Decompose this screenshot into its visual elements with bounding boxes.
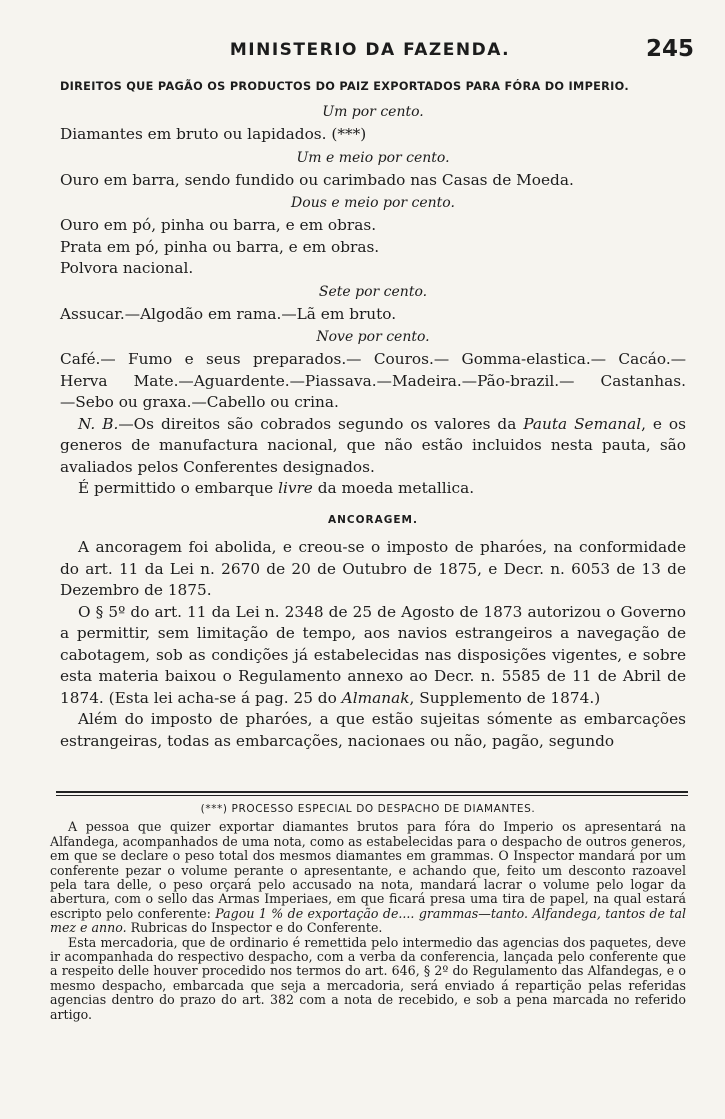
p2-text: O § 5º do art. 11 da Lei n. 2348 de 25 de Agosto de 1873 autorizou o Governo a permittir, sem limitação de tempo, aos navios estrangeiros a navegação de cabotagem, sob as condições já estabelecidas nas disposições vigentes, e sobre esta materia baixou o Regulamento annexo ao Decr. n. 5585 de 11 de Abril de 1874. (Esta lei acha-se á pag. 25 do <box>60 602 686 707</box>
footnote-paragraph-1 <box>50 820 686 935</box>
rate-heading: Um e meio por cento. <box>296 149 450 166</box>
footnote-rule <box>56 791 688 793</box>
rate-heading: Nove por cento. <box>316 329 430 345</box>
nb-text-end: , e os generos de manufactura nacional, que não estão incluidos nesta pauta, são avaliados pelos Conferentes designados. <box>60 414 686 476</box>
free-italic: livre <box>278 479 313 497</box>
nb-pauta: Pauta Semanal <box>523 414 642 433</box>
ancoragem-paragraph-1: A ancoragem foi abolida, e creou-se o imposto de pharóes, na conformidade do art. 11 da Lei n. 2670 de 20 de Outubro de 1875, e Decr. n. 6053 de 13 de Dezembro de 1875. <box>60 538 686 599</box>
running-title: MINISTERIO DA FAZENDA. <box>229 40 511 60</box>
page-header <box>60 36 694 70</box>
rate-heading: Dous e meio por cento. <box>291 195 455 211</box>
rate-item: Herva Mate.—Aguardente.—Piassava.—Madeira.—Pão-brazil.— Castanhas. <box>60 371 686 390</box>
nb-label: N. B. <box>78 414 119 433</box>
note-moeda <box>60 478 686 500</box>
main-text <box>60 100 686 752</box>
fn-text-end: Rubricas do Inspector e do Conferente. <box>126 920 383 936</box>
rate-item: Ouro em barra, sendo fundido ou carimbado nas Casas de Moeda. <box>60 170 574 189</box>
section-subtitle: DIREITOS QUE PAGÃO OS PRODUCTOS DO PAIZ EXPORTADOS PARA FÓRA DO IMPERIO. <box>60 80 629 93</box>
rate-item: Ouro em pó, pinha ou barra, e em obras. <box>60 216 377 234</box>
footnote-paragraph-2: Esta mercadoria, que de ordinario é remettida pelo intermedio das agencias dos paquetes, deve ir acompanhada do respectivo despacho, com a verba da conferencia, lançada pelo conferente que a respeito delle houver procedido nos termos do art. 646, § 2º do Regulamento das Alfandegas, e o mesmo despacho, embarcada que seja a mercadoria, será enviado á repartição pelas referidas agencias dentro do prazo do art. 382 com a nota de recebido, e sob a pena marcada no referido artigo. <box>50 934 686 1022</box>
fn-text: A pessoa que quizer exportar diamantes brutos para fóra do Imperio os apresentará na Alfandega, acompanhados de uma nota, como as estabelecidas para o despacho de outros generos, em que se declare o peso total dos mesmos diamantes em grammas. O Inspector mandará por um conferente pezar o volume perante o apresentante, e achando que, feito um desconto razoavel pela tara delle, o peso orçará pelo accusado na nota, mandará lacrar o volume pelo logar da abertura, com o sello das Armas Imperiaes, em que ficará presa uma tira de papel, na qual estará escripto pelo conferente: <box>50 819 686 921</box>
nb-text: —Os direitos são cobrados segundo os valores da <box>118 414 524 433</box>
rate-heading: Um por cento. <box>322 104 424 120</box>
ancoragem-title: ANCORAGEM. <box>328 513 418 526</box>
page-number: 245 <box>645 36 694 62</box>
rate-item: Prata em pó, pinha ou barra, e em obras. <box>60 237 380 256</box>
note-nb <box>60 414 686 479</box>
footnote-title: (***) PROCESSO ESPECIAL DO DESPACHO DE DIAMANTES. <box>200 803 536 815</box>
ancoragem-paragraph-3: Além do imposto de pharóes, a que estão sujeitas sómente as embarcações estrangeiras, todas as embarcações, nacionaes ou não, pagão, segundo <box>60 710 686 750</box>
p2-text-end: , Supplemento de 1874.) <box>409 688 601 707</box>
free-text: É permittido o embarque <box>78 479 279 497</box>
ancoragem-paragraph-2 <box>60 602 686 710</box>
footnote-rule-thin <box>56 795 688 796</box>
fn-italic: Pagou 1 % de exportação de.... grammas—tanto. Alfandega, tantos de tal mez e anno. <box>50 905 686 936</box>
rate-item: Café.— Fumo e seus preparados.— Couros.— Gomma-elastica.— Cacáo.— <box>60 350 686 368</box>
footnote <box>50 802 686 1022</box>
rate-item: Assucar.—Algodão em rama.—Lã em bruto. <box>60 304 397 323</box>
rate-item: —Sebo ou graxa.—Cabello ou crina. <box>60 393 339 411</box>
rate-heading: Sete por cento. <box>318 283 428 300</box>
rate-item: Diamantes em bruto ou lapidados. (***) <box>60 125 367 143</box>
free-text-end: da moeda metallica. <box>312 479 475 497</box>
rate-item: Polvora nacional. <box>60 259 194 277</box>
almanak-italic: Almanak <box>341 688 410 707</box>
